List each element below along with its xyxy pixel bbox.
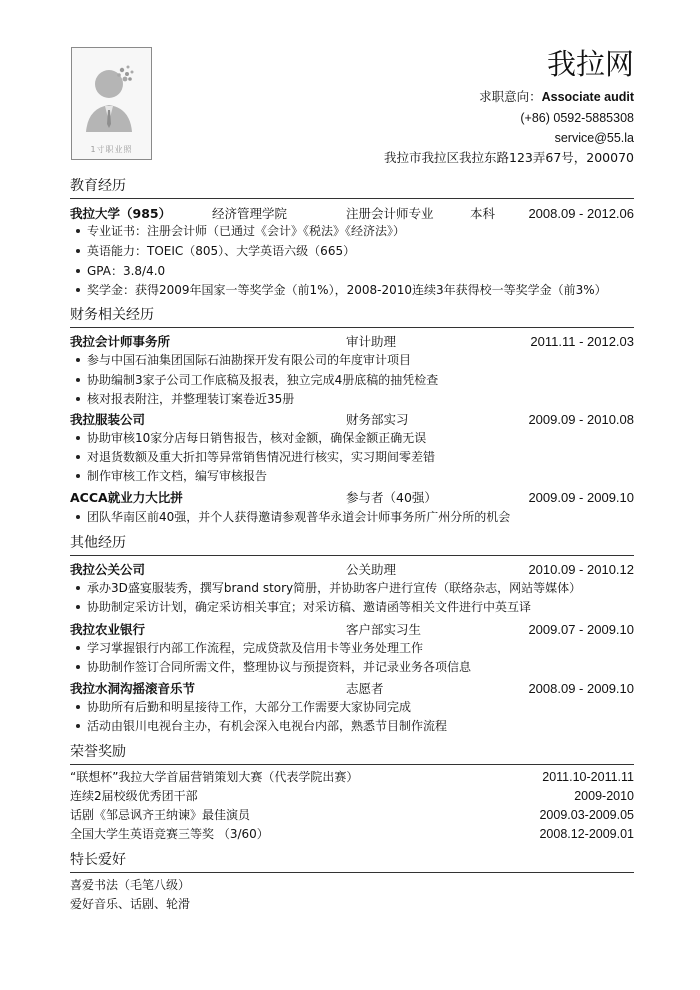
award-text: 全国大学生英语竞赛三等奖 （3/60） — [70, 827, 269, 841]
major-name: 注册会计师专业 — [346, 206, 434, 221]
email-address: service@55.la — [554, 131, 634, 145]
experience-entry — [70, 488, 634, 508]
section-title-education: 教育经历 — [70, 178, 126, 194]
resume-page: 1寸职业照 我拉网 求职意向：Associate audit (+86) 0592-5885308 service@55.la 我拉市我拉区我拉东路123弄67号，200070 教育经历 我拉大学（985） 经济管理学院 注册会计师专业 本科 2008.09 - 2012.06 专业证书：注册会计师（已通过《会计》《税法》《经济法》） 英语能力：TOEIC（805）、大学英语六级（665） GPA：3.8/4.0 奖学金：获得2009年国家一等奖学金（前1%），2008-2010连续3年获得校一等奖学金（前3%） 财务相关经历 我拉会计师事务所 审计助理 2011.11 - 2012.03 参与中国石油集团国际石油勘探开发有限公司的年度审计项目 协助编制3家子公司工作底稿及报表，独立完成4册底稿的抽凭检查 核对报表附注，并整理装订案卷近35册 我拉服装公司 财务部实习 2009.09 - 2010.08 协助审核10家分店每日销售报告，核对金额，确保金额正确无误 对退货数额及重大折扣等异常销售情况进行核实，实习期间零差错 制作审核工作文档，编写审核报告 ACCA就业力大比拼 参与者（40强） 2009.09 - 2009.10 团队华南区前40强，并个人获得邀请参观普华永道会计师事务所广州分所的机会 其他经历 我拉公关公司 公关助理 2010.09 - 2010.12 承办3D盛宴服装秀，撰写brand story简册，并协助客户进行宣传（联络杂志，网站等媒体） 协助制定采访计划，确定采访相关事宜；对采访稿、邀请函等相关文件进行中英互译 我拉农业银行 客户部实习生 2009.07 - 2009.10 学习掌握银行内部工作流程，完成贷款及信用卡等业务处理工作 协助制作签订合同所需文件，整理协议与预提资料，并记录业务各项信息 我拉水洞沟摇滚音乐节 志愿者 2008.09 - 2009.10 协助所有后勤和明星接待工作，大部分工作需要大家协同完成 活动由银川电视台主办，有机会深入电视台内部，熟悉节目制作流程 荣誉奖励 “联想杯”我拉大学首届营销策划大赛（代表学院出赛） 2011.10-2011.11 连续2届校级优秀团干部 2009-2010 话剧《邹忌讽齐王纳谏》最佳演员 2009.03-2009.05 全国大学生英语竞赛三等奖 （3/60） 2008.12-2009.01 特长爱好 喜爱书法（毛笔八级） 爱好音乐、话剧、轮滑 — [0, 0, 700, 990]
entry-date: 2011.11 - 2012.03 — [530, 334, 634, 349]
organization-name: 我拉会计师事务所 — [70, 334, 171, 349]
role-title: 审计助理 — [346, 334, 397, 349]
role-title: 财务部实习 — [346, 412, 409, 427]
degree: 本科 — [470, 206, 496, 221]
section-divider — [70, 872, 634, 873]
award-text: “联想杯”我拉大学首届营销策划大赛（代表学院出赛） — [70, 770, 359, 784]
organization-name: 我拉水洞沟摇滚音乐节 — [70, 681, 196, 696]
role-title: 客户部实习生 — [346, 622, 422, 637]
experience-entry — [70, 679, 634, 699]
college-name: 经济管理学院 — [212, 206, 288, 221]
role-title: 公关助理 — [346, 562, 397, 577]
experience-entry — [70, 620, 634, 640]
entry-date: 2009.09 - 2009.10 — [528, 490, 634, 505]
experience-entry — [70, 560, 634, 580]
award-text: 话剧《邹忌讽齐王纳谏》最佳演员 — [70, 808, 251, 822]
job-objective — [479, 88, 634, 106]
organization-name: 我拉农业银行 — [70, 622, 146, 637]
experience-entry — [70, 410, 634, 430]
organization-name: ACCA就业力大比拼 — [70, 490, 183, 505]
avatar-silhouette-icon — [72, 48, 151, 159]
entry-date: 2010.09 - 2010.12 — [528, 562, 634, 577]
entry-date: 2008.09 - 2009.10 — [528, 681, 634, 696]
school-name: 我拉大学（985） — [70, 206, 172, 221]
hobby-item: 爱好音乐、话剧、轮滑 — [70, 897, 191, 911]
experience-entry — [70, 332, 634, 352]
section-title-honors: 荣誉奖励 — [70, 744, 126, 760]
hobby-item: 喜爱书法（毛笔八级） — [70, 878, 191, 892]
role-title: 志愿者 — [346, 681, 384, 696]
section-title-hobbies: 特长爱好 — [70, 852, 126, 868]
organization-name: 我拉公关公司 — [70, 562, 146, 577]
section-divider — [70, 764, 634, 765]
objective-value: Associate audit — [541, 90, 634, 104]
award-text: 连续2届校级优秀团干部 — [70, 789, 198, 803]
section-title-other: 其他经历 — [70, 535, 126, 551]
entry-date: 2009.07 - 2009.10 — [528, 622, 634, 637]
photo-caption: 1寸职业照 — [90, 145, 133, 154]
section-divider — [70, 198, 634, 199]
home-address: 我拉市我拉区我拉东路123弄67号，200070 — [384, 150, 634, 165]
section-divider — [70, 555, 634, 556]
objective-label: 求职意向： — [479, 89, 542, 104]
award-date: 2009.03-2009.05 — [539, 808, 634, 822]
section-title-finance: 财务相关经历 — [70, 307, 154, 323]
organization-name: 我拉服装公司 — [70, 412, 146, 427]
award-date: 2008.12-2009.01 — [539, 827, 634, 841]
award-date: 2009-2010 — [574, 789, 634, 803]
role-title: 参与者（40强） — [346, 490, 437, 505]
phone-number: (+86) 0592-5885308 — [520, 111, 634, 125]
entry-date: 2009.09 - 2010.08 — [528, 412, 634, 427]
profile-photo — [71, 47, 152, 160]
award-date: 2011.10-2011.11 — [542, 770, 634, 784]
section-divider — [70, 327, 634, 328]
entry-date: 2008.09 - 2012.06 — [528, 206, 634, 221]
candidate-name: 我拉网 — [546, 47, 634, 81]
